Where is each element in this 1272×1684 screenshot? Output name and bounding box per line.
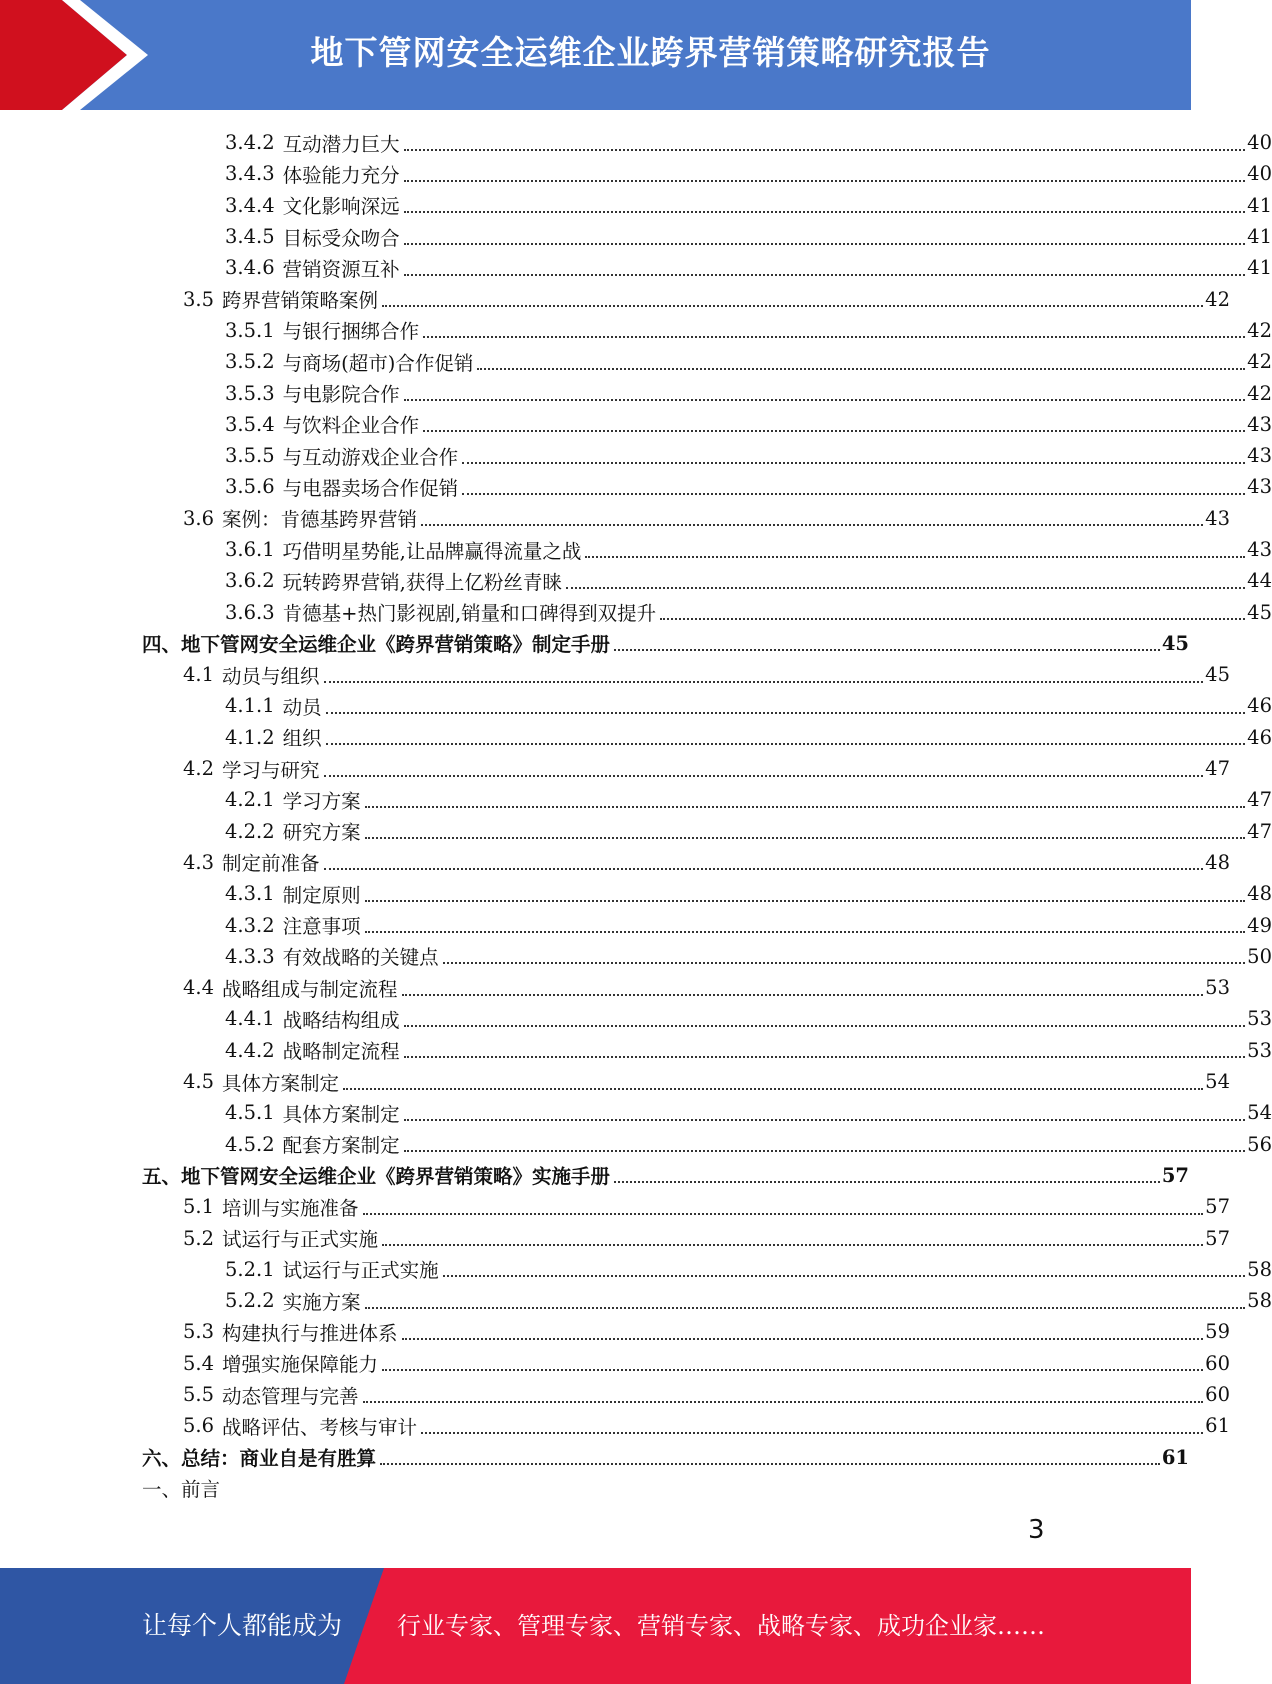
toc-entry-title: 跨界营销策略案例 [222, 289, 379, 313]
toc-entry-title: 战略评估、考核与审计 [222, 1415, 418, 1439]
toc-entry-page: 61 [1161, 1445, 1189, 1469]
dot-leader [404, 1150, 1246, 1152]
toc-entry-page: 57 [1205, 1226, 1230, 1250]
toc-entry[interactable] [0, 1410, 1230, 1441]
toc-entry-page: 54 [1205, 1070, 1230, 1094]
toc-entry-page: 41 [1247, 193, 1272, 217]
toc-entry-title: 与银行捆绑合作 [282, 320, 420, 344]
dot-leader [382, 1244, 1203, 1246]
toc-entry[interactable] [0, 722, 1272, 753]
toc-entry-number: 3.6.3 [225, 600, 275, 624]
toc-entry[interactable] [0, 753, 1230, 784]
toc-entry-number: 4.2.2 [225, 819, 275, 843]
toc-entry-page: 54 [1247, 1101, 1272, 1125]
dot-leader [462, 493, 1245, 495]
toc-entry-number: 3.5.4 [225, 412, 275, 436]
dot-leader [402, 1338, 1204, 1340]
toc-entry-number: 3.5 [183, 287, 215, 311]
toc-entry[interactable] [0, 878, 1272, 909]
dot-leader [462, 462, 1245, 464]
toc-entry-number: 3.4.3 [225, 162, 275, 186]
dot-leader [614, 1181, 1160, 1183]
toc-entry-title: 配套方案制定 [282, 1134, 400, 1158]
toc-entry-title: 与互动游戏企业合作 [282, 445, 459, 469]
toc-entry[interactable] [0, 784, 1272, 815]
toc-entry-title: 组织 [282, 727, 322, 751]
toc-entry[interactable] [0, 628, 1189, 659]
toc-entry[interactable] [0, 190, 1272, 221]
toc-entry-page: 57 [1205, 1195, 1230, 1219]
toc-entry-title: 动态管理与完善 [222, 1384, 359, 1408]
page-number: 3 [1028, 1515, 1045, 1545]
toc-entry[interactable] [0, 503, 1230, 534]
dot-leader [380, 1463, 1160, 1465]
toc-entry-page: 41 [1247, 225, 1272, 249]
toc-entry[interactable] [0, 127, 1272, 158]
toc-entry-page: 43 [1205, 506, 1230, 530]
dot-leader [566, 587, 1245, 589]
toc-entry-title: 注意事项 [282, 915, 361, 939]
dot-leader [614, 649, 1160, 651]
toc-entry-title: 文化影响深远 [282, 195, 400, 219]
dot-leader [343, 1088, 1203, 1090]
toc-entry[interactable] [0, 252, 1272, 283]
toc-entry-title: 具体方案制定 [222, 1071, 340, 1095]
toc-entry[interactable] [0, 534, 1272, 565]
toc-entry-page: 53 [1247, 1038, 1272, 1062]
dot-leader [365, 806, 1246, 808]
dot-leader [404, 243, 1246, 245]
toc-entry-number: 4.1.1 [225, 694, 275, 718]
toc-entry-page: 43 [1247, 538, 1272, 561]
toc-entry[interactable] [0, 1285, 1272, 1316]
toc-entry-page: 61 [1205, 1414, 1230, 1438]
toc-entry-page: 48 [1205, 850, 1230, 874]
toc-entry[interactable] [0, 659, 1230, 690]
dot-leader [477, 368, 1245, 370]
dot-leader [324, 868, 1204, 870]
toc-entry-title: 动员与组织 [222, 664, 320, 688]
toc-entry-number: 3.5.1 [225, 318, 275, 342]
toc-entry-number: 4.2 [183, 757, 215, 781]
toc-entry-page: 41 [1247, 256, 1272, 280]
toc-entry-number: 4.4 [183, 976, 215, 1000]
dot-leader [421, 524, 1203, 526]
toc-entry-page: 47 [1247, 819, 1272, 843]
dot-leader [363, 1401, 1204, 1403]
toc-entry-number: 4.2.1 [225, 788, 275, 812]
toc-entry-page: 49 [1247, 913, 1272, 937]
toc-entry[interactable] [0, 1222, 1230, 1253]
toc-entry-page: 45 [1247, 600, 1272, 624]
dot-leader [402, 994, 1204, 996]
toc-entry-number: 3.4.2 [225, 131, 275, 155]
toc-entry-title: 实施方案 [282, 1290, 361, 1314]
toc-entry-page: 59 [1205, 1320, 1230, 1344]
toc-entry-title: 有效战略的关键点 [282, 946, 439, 970]
toc-entry[interactable] [0, 1097, 1272, 1128]
toc-entry[interactable] [0, 1379, 1230, 1410]
toc-entry[interactable] [0, 1473, 1189, 1504]
toc-entry[interactable] [0, 1129, 1272, 1160]
toc-entry-title: 互动潜力巨大 [282, 132, 400, 156]
toc-entry-page: 42 [1247, 381, 1272, 405]
toc-entry-page: 58 [1247, 1257, 1272, 1281]
toc-entry[interactable] [0, 1003, 1272, 1034]
toc-entry-number: 5.1 [183, 1195, 215, 1219]
toc-entry-page: 40 [1247, 131, 1272, 155]
toc-entry[interactable] [0, 1316, 1230, 1347]
toc-entry[interactable] [0, 847, 1230, 878]
toc-entry-page: 56 [1247, 1132, 1272, 1156]
toc-entry-page: 44 [1247, 569, 1272, 593]
toc-entry-page: 43 [1247, 444, 1272, 468]
toc-entry[interactable] [0, 471, 1272, 502]
toc-entry-title: 战略制定流程 [282, 1040, 400, 1064]
toc-entry[interactable] [0, 440, 1272, 471]
toc-entry-page: 57 [1161, 1163, 1189, 1187]
toc-entry-number: 4.4.2 [225, 1038, 275, 1062]
dot-leader [382, 305, 1203, 307]
toc-entry-page: 45 [1205, 663, 1230, 687]
toc-entry-page: 40 [1247, 162, 1272, 186]
toc-entry-number: 4.4.1 [225, 1007, 275, 1031]
toc-entry-page: 42 [1205, 287, 1230, 311]
toc-entry-page: 53 [1247, 1007, 1272, 1031]
dot-leader [404, 211, 1246, 213]
toc-entry-title: 六、总结：商业自是有胜算 [142, 1447, 377, 1471]
toc-entry-title: 学习与研究 [222, 758, 320, 782]
toc-entry[interactable] [0, 283, 1230, 314]
toc-entry-number: 3.6 [183, 506, 215, 530]
toc-entry-number: 3.6.2 [225, 569, 275, 593]
toc-entry-number: 3.6.1 [225, 538, 275, 561]
toc-entry[interactable] [0, 1441, 1189, 1472]
toc-entry-title: 战略结构组成 [282, 1008, 400, 1032]
dot-leader [404, 1056, 1246, 1058]
dot-leader [363, 1213, 1204, 1215]
toc-entry-number: 4.3.3 [225, 944, 275, 968]
toc-entry[interactable] [0, 690, 1272, 721]
dot-leader [404, 1119, 1246, 1121]
toc-entry[interactable] [0, 315, 1272, 346]
toc-entry-title: 学习方案 [282, 789, 361, 813]
dot-leader [421, 1432, 1203, 1434]
toc-entry[interactable] [0, 346, 1272, 377]
dot-leader [585, 556, 1245, 558]
toc-entry-title: 战略组成与制定流程 [222, 977, 398, 1001]
toc-entry-number: 5.6 [183, 1414, 215, 1438]
toc-entry-page: 42 [1247, 318, 1272, 342]
toc-entry[interactable] [0, 409, 1272, 440]
toc-entry-page: 43 [1247, 412, 1272, 436]
toc-entry-page: 58 [1247, 1289, 1272, 1313]
dot-leader [660, 618, 1245, 620]
toc-entry-number: 3.5.5 [225, 444, 275, 468]
toc-entry-number: 4.3.2 [225, 913, 275, 937]
toc-entry-number: 4.5 [183, 1070, 215, 1094]
toc-entry-number: 3.4.4 [225, 193, 275, 217]
toc-entry[interactable] [0, 1035, 1272, 1066]
toc-entry[interactable] [0, 941, 1272, 972]
footer-slogan-right: 行业专家、管理专家、营销专家、战略专家、成功企业家…… [397, 1612, 1045, 1640]
dot-leader [423, 336, 1245, 338]
toc-entry-number: 3.4.5 [225, 225, 275, 249]
toc-entry-title: 肯德基+热门影视剧,销量和口碑得到双提升 [282, 602, 657, 626]
dot-leader [326, 743, 1246, 745]
toc-entry-page: 53 [1205, 976, 1230, 1000]
toc-entry-number: 4.5.2 [225, 1132, 275, 1156]
toc-entry-title: 四、地下管网安全运维企业《跨界营销策略》制定手册 [142, 633, 611, 657]
toc-entry[interactable] [0, 1160, 1189, 1191]
toc-entry-title: 案例：肯德基跨界营销 [222, 508, 418, 532]
toc-entry-title: 与电影院合作 [282, 383, 400, 407]
toc-entry-title: 体验能力充分 [282, 163, 400, 187]
toc-entry-number: 5.4 [183, 1351, 215, 1375]
toc-entry-number: 4.1.2 [225, 725, 275, 749]
toc-entry-page: 47 [1247, 788, 1272, 812]
toc-entry-page: 46 [1247, 694, 1272, 718]
toc-entry-title: 动员 [282, 695, 322, 719]
toc-entry-title: 构建执行与推进体系 [222, 1321, 398, 1345]
footer-slogan-left: 让每个人都能成为 [142, 1611, 343, 1640]
toc-entry-number: 3.5.3 [225, 381, 275, 405]
toc-entry-title: 五、地下管网安全运维企业《跨界营销策略》实施手册 [142, 1165, 611, 1189]
dot-leader [443, 962, 1246, 964]
toc-entry-page: 43 [1247, 475, 1272, 499]
toc-entry-page: 48 [1247, 882, 1272, 906]
toc-entry-title: 目标受众吻合 [282, 226, 400, 250]
dot-leader [404, 149, 1246, 151]
toc-entry[interactable] [0, 377, 1272, 408]
dot-leader [326, 712, 1246, 714]
dot-leader [324, 775, 1204, 777]
toc-entry-page: 45 [1161, 631, 1189, 655]
dot-leader [365, 837, 1246, 839]
toc-entry-number: 3.5.2 [225, 350, 275, 374]
toc-entry-number: 4.5.1 [225, 1101, 275, 1125]
report-title: 地下管网安全运维企业跨界营销策略研究报告 [310, 33, 991, 72]
dot-leader [365, 900, 1246, 902]
toc-entry[interactable] [0, 972, 1230, 1003]
toc-entry[interactable] [0, 1348, 1230, 1379]
toc-entry-number: 4.1 [183, 663, 215, 687]
red-chevron-decoration [0, 0, 150, 110]
dot-leader [404, 1025, 1246, 1027]
toc-entry[interactable] [0, 1254, 1272, 1285]
toc-entry-title: 试运行与正式实施 [282, 1259, 439, 1283]
toc-entry-title: 研究方案 [282, 821, 361, 845]
toc-entry-number: 5.2 [183, 1226, 215, 1250]
page-footer [0, 1568, 1191, 1684]
toc-entry-title: 一、前言 [142, 1478, 221, 1502]
toc-entry-number: 4.3 [183, 850, 215, 874]
toc-entry-page: 60 [1205, 1383, 1230, 1407]
toc-entry[interactable] [0, 565, 1272, 596]
toc-entry-title: 巧借明星势能,让品牌赢得流量之战 [282, 539, 582, 563]
toc-entry-number: 3.5.6 [225, 475, 275, 499]
toc-entry-title: 与电器卖场合作促销 [282, 476, 459, 500]
dot-leader [404, 274, 1246, 276]
toc-entry-number: 5.5 [183, 1383, 215, 1407]
toc-entry-number: 4.3.1 [225, 882, 275, 906]
toc-entry-title: 试运行与正式实施 [222, 1228, 379, 1252]
toc-entry-title: 制定前准备 [222, 852, 320, 876]
dot-leader [324, 681, 1204, 683]
dot-leader [404, 399, 1246, 401]
toc-entry-title: 与商场(超市)合作促销 [282, 351, 474, 375]
toc-entry-title: 具体方案制定 [282, 1102, 400, 1126]
toc-entry-number: 5.3 [183, 1320, 215, 1344]
toc-entry-title: 培训与实施准备 [222, 1196, 359, 1220]
toc-entry-number: 5.2.1 [225, 1257, 275, 1281]
toc-entry-page: 42 [1247, 350, 1272, 374]
toc-entry-page: 60 [1205, 1351, 1230, 1375]
toc-entry[interactable] [0, 596, 1272, 627]
toc-entry-title: 营销资源互补 [282, 257, 400, 281]
toc-entry-page: 46 [1247, 725, 1272, 749]
toc-entry-page: 50 [1247, 944, 1272, 968]
toc-entry-number: 3.4.6 [225, 256, 275, 280]
toc-entry-page: 47 [1205, 757, 1230, 781]
toc-entry[interactable] [0, 1191, 1230, 1222]
dot-leader [423, 430, 1245, 432]
toc-entry[interactable] [0, 909, 1272, 940]
toc-entry[interactable] [0, 1066, 1230, 1097]
toc-entry-number: 5.2.2 [225, 1289, 275, 1313]
dot-leader [382, 1369, 1203, 1371]
dot-leader [404, 180, 1246, 182]
toc-entry-title: 制定原则 [282, 883, 361, 907]
toc-entry-title: 与饮料企业合作 [282, 414, 420, 438]
page-header [0, 0, 1191, 110]
dot-leader [365, 1307, 1246, 1309]
dot-leader [443, 1275, 1246, 1277]
toc-entry-title: 玩转跨界营销,获得上亿粉丝青睐 [282, 570, 562, 594]
toc-entry[interactable] [0, 816, 1272, 847]
table-of-contents [0, 127, 1272, 1504]
toc-entry-title: 增强实施保障能力 [222, 1353, 379, 1377]
toc-entry[interactable] [0, 221, 1272, 252]
toc-entry[interactable] [0, 158, 1272, 189]
dot-leader [365, 931, 1246, 933]
